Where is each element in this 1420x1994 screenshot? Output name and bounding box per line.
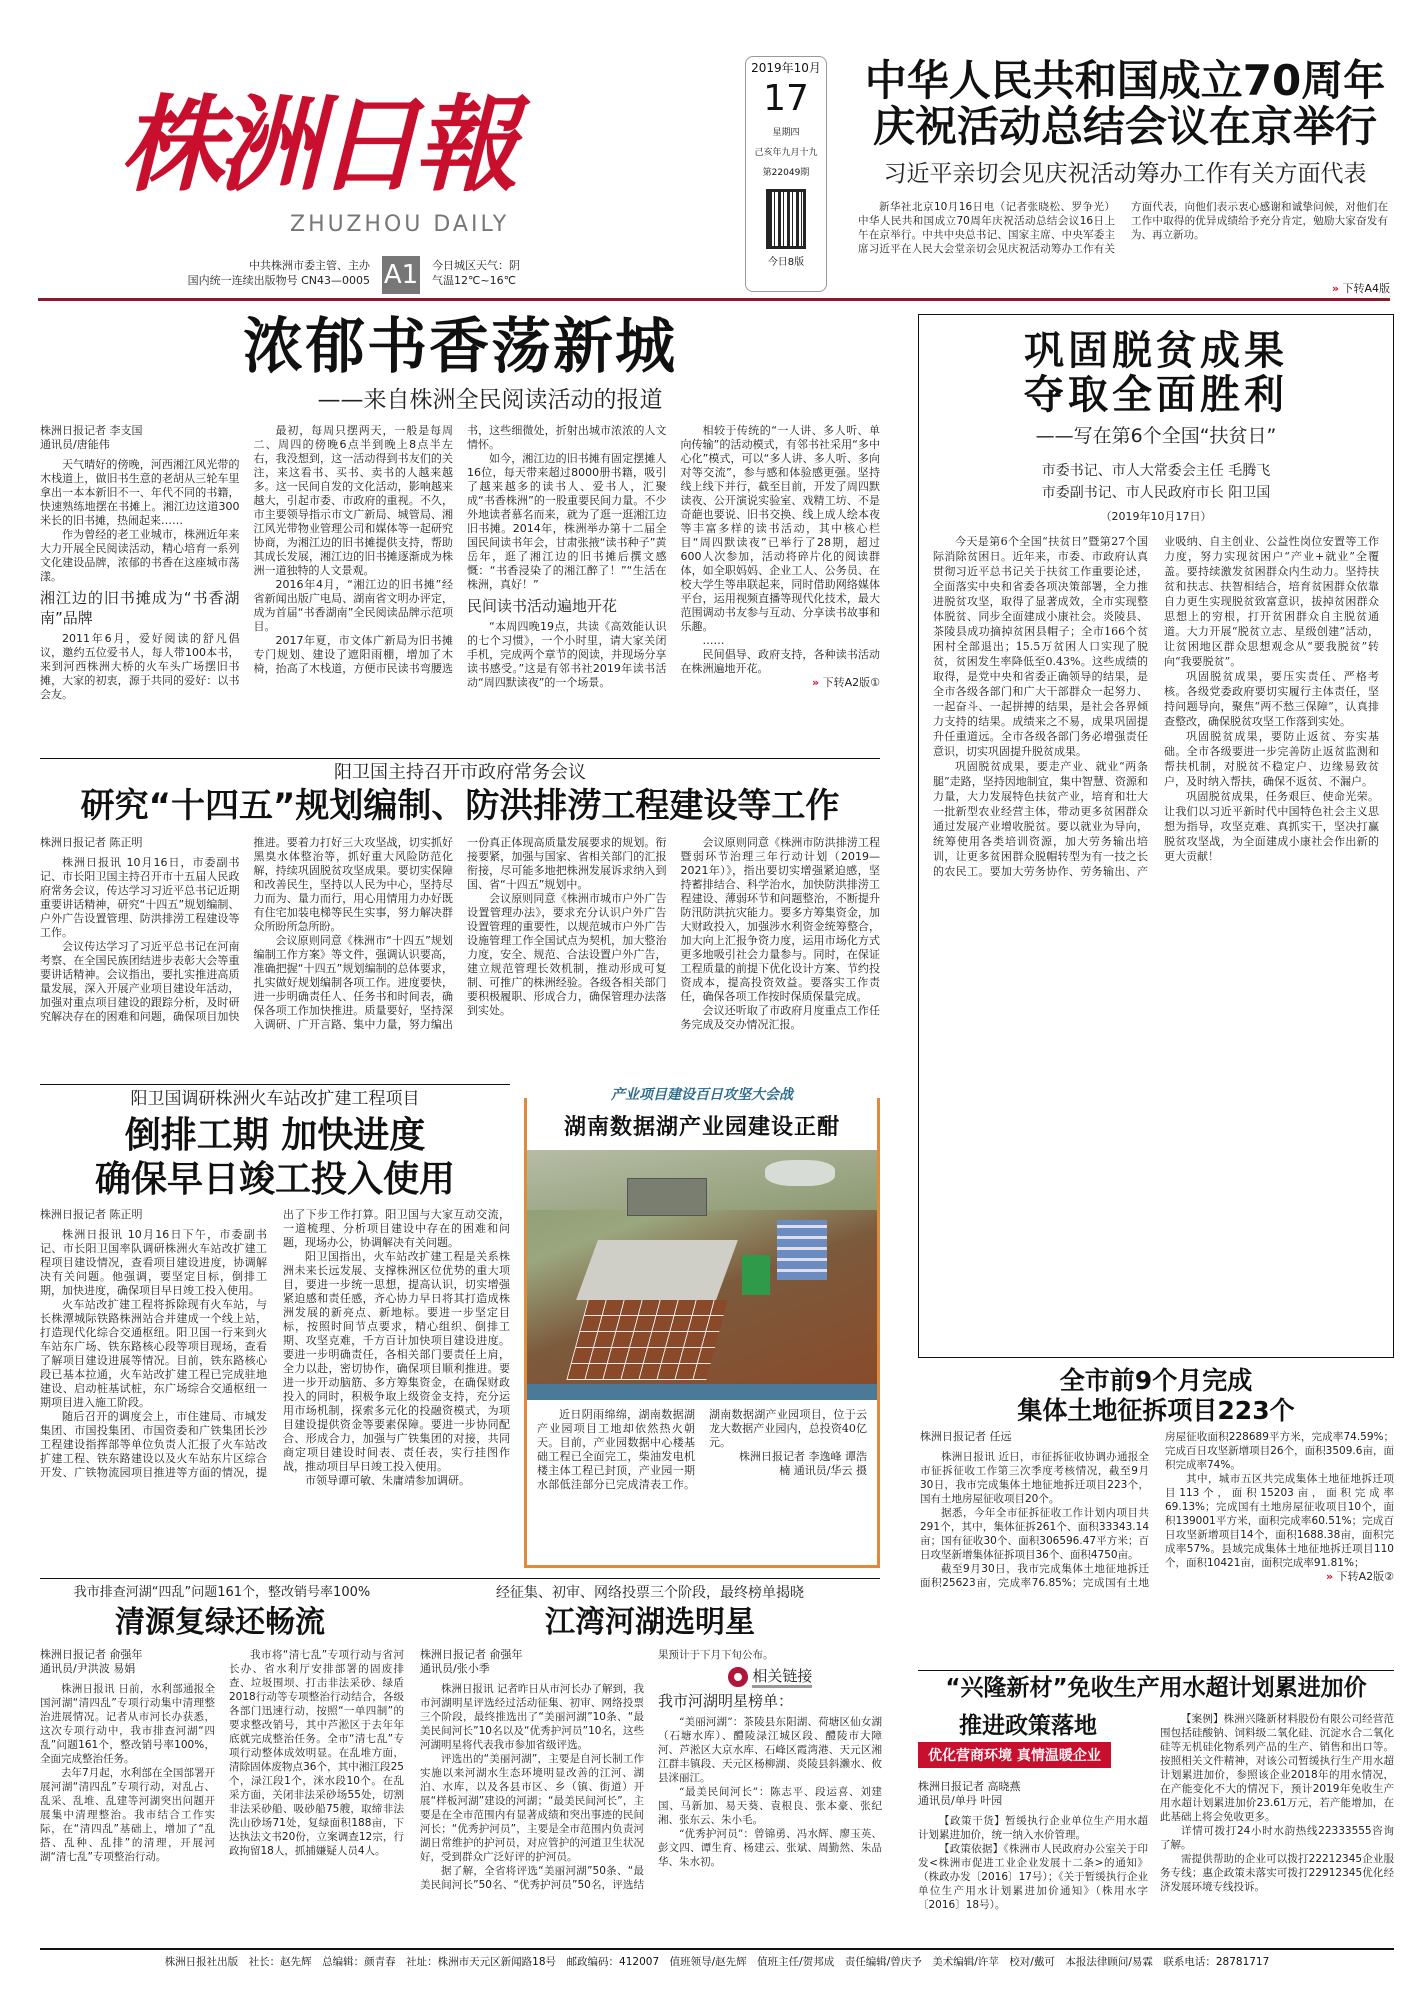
- photo-news-box: [524, 1087, 880, 1568]
- lead-subtitle: 习近平亲切会见庆祝活动筹办工作有关方面代表: [883, 161, 1367, 187]
- publisher-info: [140, 258, 370, 288]
- policy-badge: 推进政策落地 优化营商环境 真情温暖企业: [918, 1712, 1138, 1768]
- reading-body: 株洲日报记者 李支国 通讯员/唐能伟 天气晴好的傍晚，河西湘江风光带的木栈道上，做旧书生意的老胡从三轮车里拿出一本本新旧不一、年代不同的书籍，快速熟练地摆在书摊上。湘江边这道300米长的旧书摊，热闹起来…… 作为曾经的老工业城市，株洲近年来大力开展全民阅读活动，精心培育一系列文化建设品牌，浓郁的书香在这座城市荡漾。 湘江边的旧书摊成为“书香湖南”品牌 2011年6月，爱好阅读的舒凡倡议，邀约五位爱书人，每人带100本书，来到河西株洲大桥的火车头广场摆旧书摊，大家的初衷，源于共同的爱好：以书会友。 最初，每周只摆两天，一般是每周二、周四的傍晚6点半到晚上8点半左右，我没想到，这一活动得到书友们的关注，来这看书、买书、卖书的人越来越多。这一民间自发的文化活动，影响越来越大，引起市委、市政府的重视。不久，市主要领导指示市文广新局、城管局、湘江风光带物业管理公司和媒体等一起研究协商，为湘江边的旧书摊提供支持，帮助其成长发展，湘江边的旧书摊逐渐成为株洲一道独特的人文景观。 2016年4月，“湘江边的旧书摊”经省新闻出版广电局、湖南省文明办评定，成为首届“书香湖南”全民阅读品牌示范项目。 2017年夏，市文体广新局为旧书摊专门规划、建设了遮阳雨棚，增加了木椅，抬高了木栈道，方便市民读书弯腰选书，这些细微处，折射出城市浓浓的人文情怀。 如今，湘江边的旧书摊有固定摆摊人16位，每天带来超过8000册书籍，吸引了越来越多的读书人、爱书人，汇聚成“书香株洲”的一股重要民间力量。不少外地读者慕名而来，就为了逛一逛湘江边旧书摊。2014年，株洲举办第十二届全国民间读书年会，甘肃张掖“读书种子”黄岳年，逛了湘江边的旧书摊后撰文感慨：“书香浸染了的湘江醉了！”“生活在株洲，真好！” 民间读书活动遍地开花 “本周四晚19点，共读《高效能认识的七个习惯》，一个小时里，请大家关闭手机，完成两个章节的阅读，并现场分享读书感受。”这是有邻书社2019年读书活动“周四默读夜”的一个场景。 相较于传统的“一人讲、多人听、单向传输”的活动模式，有邻书社采用“多中心化”模式，可以“多人讲、多人听、多向对等交流”，参与感和体验感更强。坚持线上线下并行，截至目前，开发了周四默读夜、公开演说实验室、戏精工坊、不是奇葩也要说、旧书交换、线上成人绘本夜等丰富多样的读书活动，其中核心栏目“周四默读夜”已举行了28期，超过600人次参加，活动将碎片化的阅读群体，如全职妈妈、企业工人、公务员、在校大学生等串联起来，同时借助网络媒体平台，运用视频直播等现代化技术，最大范围调动书友参与互动、分享读书故事和乐趣。 …… 民间倡导、政府支持，各种读书活动在株洲遍地开花。 » 下转A2版①: [40, 424, 880, 701]
- divider: [918, 1670, 1394, 1671]
- divider: [40, 1578, 880, 1579]
- campaign-banner: 产业项目建设百日攻坚大会战: [577, 1086, 827, 1104]
- date-day: 17: [763, 78, 809, 119]
- poverty-body: 今天是第6个全国“扶贫日”暨第27个国际消除贫困日。近年来，市委、市政府认真贯彻习近平总书记关于扶贫工作重要论述，全面落实中央和省委各项决策部署，全力推进脱贫攻坚，取得了显著成效，全市实现整体脱贫、同步全面建成小康社会。炎陵县、茶陵县成功摘掉贫困县帽子；全市166个贫困村全部退出；15.5万贫困人口实现了脱贫，贫困发生率降低至0.43%。这些成绩的取得，是党中央和省委正确领导的结果，是全市各级各部门和广大干部群众一起努力、一起奋斗、一起拼搏的结果，是社会各界倾力支持的结果。成绩来之不易，成果巩固提升任重道远。全市各级各部门务必增强责任意识，切实巩固提升脱贫成果。 巩固脱贫成果，要走产业、就业“两条腿”走路，坚持因地制宜，集中智慧、资源和力量，大力发展特色扶贫产业，培育和壮大一批新型农业经营主体，带动更多贫困群众通过发展产业增收脱贫。要以就业为导向，统筹使用各类培训资源，加大劳务输出培训，让更多贫困群众脱帽转型为有一技之长的农民工。要加大劳务协作、劳务输出、产业吸纳、自主创业、公益性岗位安置等工作力度，努力实现贫困户“产业+就业”全覆盖。要持续激发贫困群众内生动力。坚持扶贫和扶志、扶智相结合，培育贫困群众依靠自力更生实现脱贫致富意识，拔掉贫困群众思想上的穷根，打开贫困群众自主脱贫通道。大力开展“脱贫立志、星级创建”活动，让贫困地区群众思想观念从“要我脱贫”转向“我要脱贫”。 巩固脱贫成果，要压实责任、严格考核。各级党委政府要切实履行主体责任，坚持问题导向，聚焦“两不愁三保障”，认真排查整改，确保脱贫攻坚工作落到实处。 巩固脱贫成果，要防止返贫、夯实基础。全市各级要进一步完善防止返贫监测和帮扶机制，对脱贫不稳定户、边缘易致贫户，及时纳入帮扶，确保不返贫、不漏户。 巩固脱贫成果，任务艰巨、使命光荣。让我们以习近平新时代中国特色社会主义思想为指导，攻坚克难、真抓实干，坚决打赢脱贫攻坚战，为全面建成小康社会作出新的更大贡献！: [933, 535, 1379, 878]
- byline: 株洲日报记者 李支国 通讯员/唐能伟: [40, 424, 143, 451]
- poverty-subtitle: ——写在第6个全国“扶贫日”: [1035, 425, 1277, 447]
- byline: 株洲日报记者 高晓燕 通讯员/单丹 叶园: [918, 1780, 1021, 1807]
- logo-english: ZHUZHOU DAILY: [290, 212, 510, 237]
- divider: [40, 1084, 510, 1085]
- byline: 株洲日报记者 任远: [920, 1430, 1012, 1443]
- byline: 株洲日报记者 陈正明: [40, 1208, 143, 1221]
- stars-headline[interactable]: 江湾河湖选明星: [545, 1605, 755, 1640]
- construction-site-photo[interactable]: [527, 1150, 877, 1400]
- reading-continued[interactable]: » 下转A2版①: [812, 676, 880, 689]
- poverty-headline[interactable]: 巩固脱贫成果 夺取全面胜利: [1024, 328, 1288, 418]
- divider: [40, 758, 880, 759]
- lead-body: 新华社北京10月16日电（记者张晓松、罗争光）中华人民共和国成立70周年庆祝活动总结会议16日上午在京举行。中共中央总书记、国家主席、中央军委主席习近平在人民大会堂亲切会见庆祝活动筹办工作有关方面代表，向他们表示衷心感谢和诚挚问候，对他们在工作中取得的优异成绩给予充分肯定，勉励大家奋发有为、再立新功。: [858, 201, 1388, 255]
- reading-headline[interactable]: 浓郁书香荡新城: [243, 312, 677, 382]
- land-headline[interactable]: 全市前9个月完成 集体土地征拆项目223个: [1017, 1366, 1295, 1425]
- poverty-authors: 市委书记、市人大常委会主任 毛腾飞 市委副书记、市人民政府市长 阳卫国: [1041, 463, 1271, 501]
- poverty-date: （2019年10月17日）: [1100, 510, 1212, 523]
- byline: 株洲日报记者 陈正明: [40, 836, 143, 849]
- lunar-date: 己亥年九月十九: [754, 148, 818, 158]
- section-heading: 民间读书活动遍地开花: [467, 597, 618, 615]
- byline: 株洲日报记者 俞强年 通讯员/张小季: [420, 1648, 523, 1675]
- station-kicker: 阳卫国调研株洲火车站改扩建工程项目: [130, 1089, 420, 1109]
- temperature: 气温12℃~16℃: [432, 274, 516, 287]
- station-body: 株洲日报记者 陈正明 株洲日报讯 10月16日下午，市委副书记、市长阳卫国率队调研株洲火车站改扩建工程项目建设情况，查看项目建设进度，协调解决有关问题。他强调，要坚定目标，倒排工期，加快进度，确保项目早日竣工投入使用。 火车站改扩建工程将拆除现有火车站，与长株潭城际铁路株洲站合并建成一个线上站，打造现代化综合交通枢纽。阳卫国一行来到火车站东广场、铁东路核心段等项目现场，查看了解项目建设进展等情况。目前，铁东路核心段已基本拉通，火车站改扩建工程已完成驻地建设、启动桩基试桩，东广场综合交通枢纽一期项目进入施工阶段。 随后召开的调度会上，市住建局、市城发集团、市国投集团、市国资委和广铁集团长沙工程建设指挥部等单位负责人汇报了火车站改扩建工程、铁东路建设以及火车站东片区综合开发、广铁物流园项目推进等方面的情况，提出了下步工作打算。阳卫国与大家互动交流，一道梳理、分析项目建设中存在的困难和问题，现场办公，协调解决有关问题。 阳卫国指出，火车站改扩建工程是关系株洲未来长远发展、支撑株洲区位优势的重大项目，要进一步统一思想，提高认识，切实增强紧迫感和责任感，齐心协力早日将其打造成株洲发展的新亮点、新地标。要进一步坚定目标，按照时间节点要求，精心组织、倒排工期、攻坚克难，千方百计加快项目建设进度。要进一步明确责任，各相关部门要责任上肩，全力以赴，密切协作，确保项目顺利推进。要进一步开动脑筋、多方筹集资金，在确保财政投入的同时，积极争取上级资金支持，充分运用市场机制，探索多元化的投融资模式，为项目建设提供资金等要素保障。要进一步协同配合、形成合力，加强与广铁集团的对接，共同商定项目建设时间表、责任表，实行挂图作战，推动项目早日竣工投入使用。 市领导谭可敏、朱庸靖参加调研。: [40, 1208, 510, 1487]
- stars-kicker: 经征集、初审、网络投票三个阶段，最终榜单揭晓: [496, 1585, 804, 1601]
- station-headline[interactable]: 倒排工期 加快进度 确保早日竣工投入使用: [94, 1115, 455, 1200]
- sponsor: 中共株洲市委主管、主办: [249, 259, 370, 272]
- date-box: [745, 56, 827, 292]
- circle-icon: [728, 1667, 748, 1687]
- footer-imprint: 株洲日报社出版 社长：赵先辉 总编辑：颜青春 社址：株洲市天元区新闻路18号 邮政编码：412007 值班领导/赵先辉 值班主任/贺邦成 责任编辑/曾庆予 美术编辑/许苹 校对/戴可 本报法律顾问/易霖 联系电话：28781717: [164, 1956, 1270, 1968]
- stars-body: 株洲日报记者 俞强年 通讯员/张小季 株洲日报讯 记者昨日从市河长办了解到，我市河湖明星评选经过活动征集、初审、网络投票三个阶段，最终推选出了“美丽河湖”10条、“最美民间河长”10名以及“优秀护河员”10名，这些河湖明星将代表我市参加省级评选。 评选出的“美丽河湖”，主要是自河长制工作实施以来河湖水生态环境明显改善的江河、湖泊、水库，以及各县市区、乡（镇、街道）开展“样板河湖”建设的河湖；“最美民间河长”，主要是在全市范围内有显著成绩和突出事迹的民间河长；“优秀护河员”，主要是全市范围内负责河湖日常维护的护河员，对应管护的河道卫生状况好，受到群众广泛好评的护河员。 据了解，全省将评选“美丽河湖”50条、“最美民间河长”50名、“优秀护河员”50名，评选结果预计于下月下旬公布。 相关链接 我市河湖明星榜单： “美丽河湖”：茶陵县东阳湖、荷塘区仙女湖（石塘水库）、醴陵渌江城区段、醴陵市大障河、芦淞区大京水库、石峰区霞湾港、天元区湘江群丰镇段、天元区杨柳湖、炎陵县斜濑水、攸县洣丽江。 “最美民间河长”：陈志平、段运喜、刘建国、马新加、易天葵、袁根良、张本豪、张纪湘、张东云、朱小毛。 “优秀护河员”：曾锦勇、冯水辉、廖玉英、彭文四、谭生育、杨建云、张斌、周勤然、朱品华、朱水初。: [420, 1648, 882, 1891]
- photo-credit: 株洲日报记者 李逸峰 谭浩楠 通讯员/华云 摄: [739, 1450, 867, 1478]
- arrow-icon: »: [1331, 282, 1339, 295]
- newspaper-logo: 株洲日報: [120, 83, 513, 206]
- land-continued[interactable]: » 下转A2版②: [1326, 1570, 1394, 1583]
- issue-number: 第22049期: [762, 168, 810, 178]
- meeting-kicker: 阳卫国主持召开市政府常务会议: [334, 762, 586, 783]
- cn-number: 国内统一连续出版物号 CN43—0005: [187, 274, 370, 287]
- weather-text: 今日城区天气：阴: [432, 259, 520, 272]
- water-body-right: 【案例】株洲兴隆新材料股份有限公司经营范围包括硅酸钠、饲料级二氧化硅、沉淀水合二氧化硅等无机硅化物系列产品的生产、销售和出口等。按照相关文件精神，对该公司暂缓执行生产用水超计划累进加价，参照该企业2018年的用水情况，在产能变化不大的情况下，预计2019年免收生产用水超计划累进加价23.61万元，若产能增加，在此基础上将会免收更多。 详情可拨打24小时水韵热线22333555咨询了解。 需提供帮助的企业可以拨打22212345企业服务专线；惠企政策未落实可拨打22912345优化经济发展环境专线投诉。: [1160, 1713, 1394, 1893]
- qr-code-icon[interactable]: [766, 189, 806, 249]
- page-count: 今日8版: [767, 257, 805, 268]
- weather: [432, 258, 520, 288]
- section-heading: 湘江边的旧书摊成为“书香湖南”品牌: [40, 589, 240, 627]
- meeting-body: 株洲日报记者 陈正明 株洲日报讯 10月16日，市委副书记、市长阳卫国主持召开市十五届人民政府常务会议，传达学习习近平总书记近期重要讲话精神，研究“十四五”规划编制、户外广告设置管理、防洪排涝工程建设等工作。 会议传达学习了习近平总书记在河南考察、在全国民族团结进步表彰大会等重要讲话精神。会议指出，要扎实推进高质量发展，深入开展产业项目建设年活动，加强对重点项目建设的跟踪分析，及时研究解决存在的困难和问题，确保项目加快推进。要着力打好三大攻坚战，切实抓好黑臭水体整治等，抓好重大风险防范化解，持续巩固脱贫攻坚成果。要切实保障和改善民生，坚持以人民为中心，坚持尽力而为、量力而行，用心用情用力办好既有住宅加装电梯等民生实事，努力解决群众所盼所急所盼。 会议原则同意《株洲市“十四五”规划编制工作方案》等文件，强调认识要高，准确把握“十四五”规划编制的总体要求，扎实做好规划编制各项工作。进度要快，进一步明确责任人、任务书和时间表，确保各项工作加快推进。质量要好，坚持深入调研、广开言路、集中力量，努力编出一份真正体现高质量发展要求的规划。衔接要紧，加强与国家、省相关部门的汇报衔接，尽可能多地把株洲发展诉求纳入到国、省“十四五”规划中。 会议原则同意《株洲市城市户外广告设置管理办法》，要求充分认识户外广告设置管理的重要性，以规范城市户外广告设施管理工作全国试点为契机，加大整治力度，安全、规范、合法设置户外广告，建立规范管理长效机制，推动形成可复制、可推广的株洲经验。各级各相关部门要积极履职、形成合力，确保管理办法落到实处。 会议原则同意《株洲市防洪排涝工程暨弱环节治理三年行动计划（2019—2021年）》，指出要切实增强紧迫感，坚持蓄排结合、科学治水，加快防洪排涝工程建设、薄弱环节和问题整治，不断提升防汛防洪抗灾能力。要多方筹集资金，加大财政投入，加强涉水利资金统筹整合，加大向上汇报争资力度，运用市场化方式更多地吸引社会力量参与。同时，在保证工程质量的前提下优化设计方案、节约投资成本，提高投资效益。要落实工作责任，确保各项工作按时保质保量完成。 会议还听取了市政府月度重点工作任务完成及交办情况汇报。: [40, 836, 880, 1031]
- photo-caption: 近日阴雨绵绵，湖南数据湖产业园项目工地却依然热火朝天。目前，产业园数据中心楼基础工程已全面完工，柴油发电机楼主体工程已封顶，产业园一期水部低洼部分已完成清表工作。湖南数据湖产业园项目，位于云龙大数据产业园内，总投资40亿元。 株洲日报记者 李逸峰 谭浩楠 通讯员/华云 摄: [537, 1408, 867, 1492]
- water-body-left: 株洲日报记者 高晓燕 通讯员/单丹 叶园 【政策干货】暂缓执行企业单位生产用水超计划累进加价，统一纳入水价管理。 【政策依据】《株洲市人民政府办公室关于印发<株洲市促进工业企业发展十二条>的通知》（株政办发〔2016〕17号）；《关于暂缓执行企业单位生产用水计划累进加价通知》（株用水字〔2016〕18号）。: [918, 1780, 1148, 1911]
- poverty-editorial-box: [918, 314, 1394, 1358]
- photo-headline[interactable]: 湖南数据湖产业园建设正酣: [563, 1115, 840, 1140]
- reading-subtitle: ——来自株洲全民阅读活动的报道: [317, 387, 663, 413]
- footer-rule: [40, 1948, 1394, 1950]
- page-number: A1: [382, 256, 420, 294]
- list-title: 我市河湖明星榜单：: [658, 1692, 794, 1710]
- lead-continued[interactable]: » 下转A4版: [1331, 282, 1390, 295]
- lead-title-line1: 中华人民共和国成立70周年: [864, 56, 1386, 105]
- meeting-headline[interactable]: 研究“十四五”规划编制、防洪排涝工程建设等工作: [80, 786, 840, 826]
- rivers-headline[interactable]: 清源复绿还畅流: [115, 1605, 325, 1640]
- rivers-kicker: 我市排查河湖“四乱”问题161个，整改销号率100%: [73, 1585, 371, 1600]
- lead-title-line2: 庆祝活动总结会议在京举行: [872, 102, 1377, 152]
- date-year-month: 2019年10月: [751, 61, 821, 75]
- related-link[interactable]: 相关链接: [658, 1665, 882, 1687]
- byline: 株洲日报记者 俞强年 通讯员/尹洪波 易娟: [40, 1648, 143, 1675]
- water-headline[interactable]: “兴隆新材”免收生产用水超计划累进加价: [945, 1675, 1367, 1701]
- weekday: 星期四: [772, 128, 800, 138]
- land-body: 株洲日报记者 任远 株洲日报讯 近日，市征拆征收协调办通报全市征拆征收工作第三次季度考核情况，截至9月30日，我市完成集体土地征地拆迁项目223个，国有土地房屋征收项目20个。 据悉，今年全市征拆征收工作计划内项目共291个，其中，集体征拆261个、面积33343.14亩；国有征收30个、面积306596.47平方米；百日攻坚新增集体征拆项目36个、面积4750亩。 截至9月30日，我市完成集体土地征地拆迁面积25623亩，完成率76.85%；完成国有土地房屋征收面积228689平方米，完成率74.59%；完成百日攻坚新增项目26个，面积3509.6亩，面积完成率74%。 其中，城市五区共完成集体土地征地拆迁项目113个，面积15203亩，面积完成率69.13%；完成国有土地房屋征收项目10个，面积139001平方米，面积完成率60.51%；完成百日攻坚新增项目14个，面积1688.38亩，面积完成率57%。县域完成集体土地征地拆迁项目110个，面积10421亩，面积完成率91.81%； » 下转A2版②: [920, 1430, 1394, 1589]
- lead-headline[interactable]: [850, 58, 1400, 150]
- rivers-body: 株洲日报记者 俞强年 通讯员/尹洪波 易娟 株洲日报讯 日前，水利部通报全国河湖“清四乱”专项行动集中清理整治进展情况。记者从市河长办获悉，这次专项行动中，我市排查河湖“四乱”问题161个，整改销号率100%，全面完成整治任务。 去年7月起，水利部在全国部署开展河湖“清四乱”专项行动，对乱占、乱采、乱堆、乱建等河湖突出问题开展集中清理整治。我市结合工作实际，在“清四乱”基础上，增加了“乱搭、乱种、乱排”的清理，开展河湖“清七乱”专项整治行动。 我市将“清七乱”专项行动与省河长办、省水利厅安排部署的固废排查、垃圾围坝、打击非法采砂、绿盾2018行动等专项整治行动结合，各级各部门迅速行动，按照“一单四制”的要求整改销号，其中芦淞区于去年年底就完成整治任务。全市“清七乱”专项行动整体成效明显。在乱堆方面，清除固体废物点36个，其中湘江段25个，渌江段1个，洣水段10个。在乱采方面，关闭非法采砂场55处，切割非法采砂船、吸砂船75艘，取缔非法洗山砂场71处，复绿面积188亩，下达执法文书20份，立案调查12宗，行政拘留18人，抓捕嫌疑人员4人。: [40, 1648, 404, 1863]
- masthead-divider: [38, 298, 1390, 301]
